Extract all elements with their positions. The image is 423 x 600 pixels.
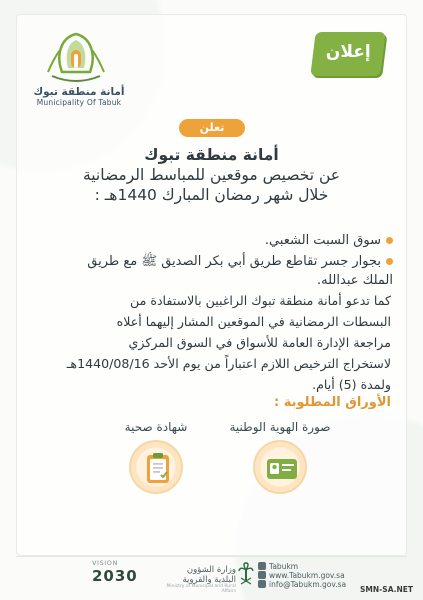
location-text: سوق السبت الشعبي. <box>264 233 381 248</box>
ministry-name-line-2: البلدية والقروية <box>182 575 236 585</box>
paragraph-line: كما تدعو أمانة منطقة تبوك الراغبين بالاستفادة من <box>130 293 391 308</box>
paragraph-line: مراجعة الإدارة العامة للأسواق في السوق المركزي <box>128 335 391 350</box>
twitter-contact[interactable] <box>258 562 298 571</box>
ministry-name-en: Ministry of Municipal and Rural Affairs <box>166 584 236 594</box>
email-contact[interactable] <box>258 580 346 589</box>
paragraph-line: ولمدة (5) أيام. <box>312 377 391 392</box>
announcement-badge <box>310 32 385 76</box>
announces-pill <box>179 119 245 137</box>
location-text: الملك عبدالله. <box>317 273 393 288</box>
required-documents-title: الأوراق المطلوبة : <box>274 395 391 410</box>
id-card-icon <box>253 440 307 494</box>
source-watermark: SMN-SA.NET <box>360 585 413 594</box>
bullet-dot <box>386 237 393 244</box>
location-text: بجوار جسر تقاطع طريق أبي بكر الصديق ﷺ مع طريق <box>87 254 381 269</box>
headline-line-2: عن تخصيص موقعين للمباسط الرمضانية <box>82 166 341 184</box>
logo-name-en: Municipality Of Tabuk <box>36 98 122 107</box>
municipality-logo <box>40 28 112 86</box>
twitter-handle: Tabukm <box>269 562 299 571</box>
location-item-continued <box>40 271 393 290</box>
headline-line-3: خلال شهر رمضان المبارك 1440هـ : <box>94 186 329 204</box>
website-url: www.Tabukm.gov.sa <box>269 571 345 580</box>
bullet-dot <box>386 258 393 265</box>
ministry-name-line-1: وزارة الشؤون <box>186 565 236 575</box>
globe-icon <box>258 571 266 579</box>
mail-icon <box>258 580 266 588</box>
announcement-label: إعلان <box>325 42 371 62</box>
ministry-name <box>158 565 236 585</box>
palm-emblem-icon <box>238 562 254 586</box>
footer-divider <box>16 556 407 557</box>
website-contact[interactable] <box>258 571 345 580</box>
location-item <box>40 231 393 250</box>
logo-name-ar: أمانة منطقة تبوك <box>33 86 125 98</box>
twitter-icon <box>258 562 266 570</box>
paragraph-line: البسطات الرمضانية في الموقعين المشار إليهما أعلاه <box>116 314 391 329</box>
vision-label: VISION <box>92 559 118 567</box>
email-address: info@Tabukm.gov.sa <box>269 580 347 589</box>
headline-line-1: أمانة منطقة تبوك <box>144 146 279 164</box>
announces-label: تعلن <box>199 121 225 134</box>
vision-year: 2030 <box>92 567 138 585</box>
location-item <box>40 252 393 271</box>
document-label-health: شهادة صحية <box>124 420 188 434</box>
paragraph-line: لاستخراج الترخيص اللازم اعتباراً من يوم الأحد 1440/08/16هـ <box>66 356 391 371</box>
clipboard-icon <box>129 440 183 494</box>
document-label-id: صورة الهوية الوطنية <box>229 420 331 434</box>
